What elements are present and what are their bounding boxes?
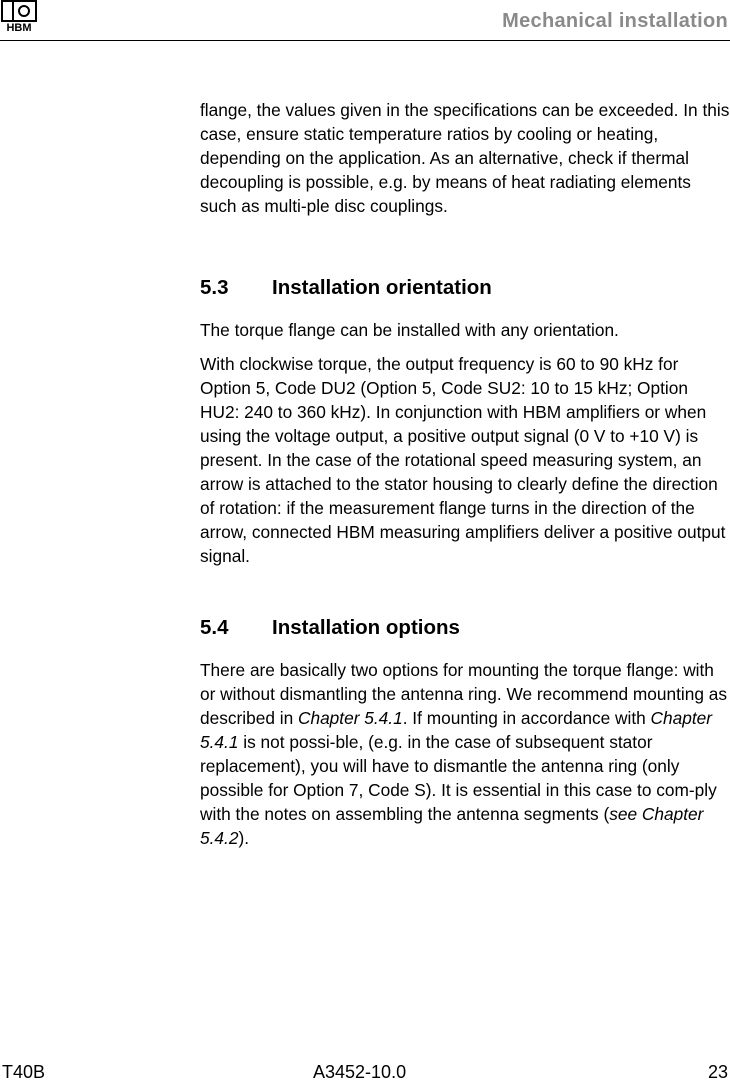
options-paragraph [200,658,730,850]
section-number: 5.4 [200,616,229,639]
section-title: Installation options [272,616,460,639]
section-number: 5.3 [200,276,229,299]
orientation-paragraph-2: With clockwise torque, the output frequency is 60 to 90 kHz for Option 5, Code DU2 (Option 5, Code SU2: 10 to 15 kHz; Option HU2: 240 to 360 kHz). In conjunction with HBM amplifiers or when using the voltage output, a positive output signal (0 V to +10 V) is present. In the case of the rotational speed measuring system, an arrow is attached to the stator housing to clearly define the direction of rotation: if the measurement flange turns in the direction of the arrow, connected HBM measuring amplifiers deliver a positive output signal. [200,354,726,566]
document-number: A3452-10.0 [313,1062,407,1082]
page-number: 23 [707,1062,728,1082]
orientation-paragraph-1: The torque flange can be installed with any orientation. [200,320,619,340]
text-run: is not possi-ble, (e.g. in the case of subsequent stator replacement), you will have to dismantle the antenna ring (only possible for Option 7, Code S). It is essential in this case to com-ply with the notes on assembling the antenna segments ( [200,732,717,824]
section-title: Installation orientation [272,276,492,299]
text-run: ). [238,828,249,848]
text-run: There are basically two options for mounting the torque flange: with or without dismantling the antenna ring. We recommend mounting as described in [200,660,728,728]
header-title: Mechanical installation [502,10,728,32]
logo-text: HBM [6,22,32,32]
chapter-reference: Chapter 5.4.1 [297,708,403,728]
section-heading-5-4 [200,616,730,640]
text-run: . If mounting in accordance with [402,708,651,728]
section-heading-5-3 [200,276,730,300]
chapter-reference: Chapter 5.4.1 [200,708,713,752]
product-code: T40B [2,1062,46,1082]
intro-paragraph: flange, the values given in the specifications can be exceeded. In this case, ensure static temperature ratios by cooling or heating, depending on the application. As an alternative, check if thermal decoupling is possible, e.g. by means of heat radiating elements such as multi-ple disc couplings. [200,100,730,216]
chapter-reference: see Chapter 5.4.2 [200,804,704,848]
document-body [200,98,730,850]
hbm-logo [1,0,37,32]
page-footer [0,1062,730,1088]
page-header [0,0,730,41]
